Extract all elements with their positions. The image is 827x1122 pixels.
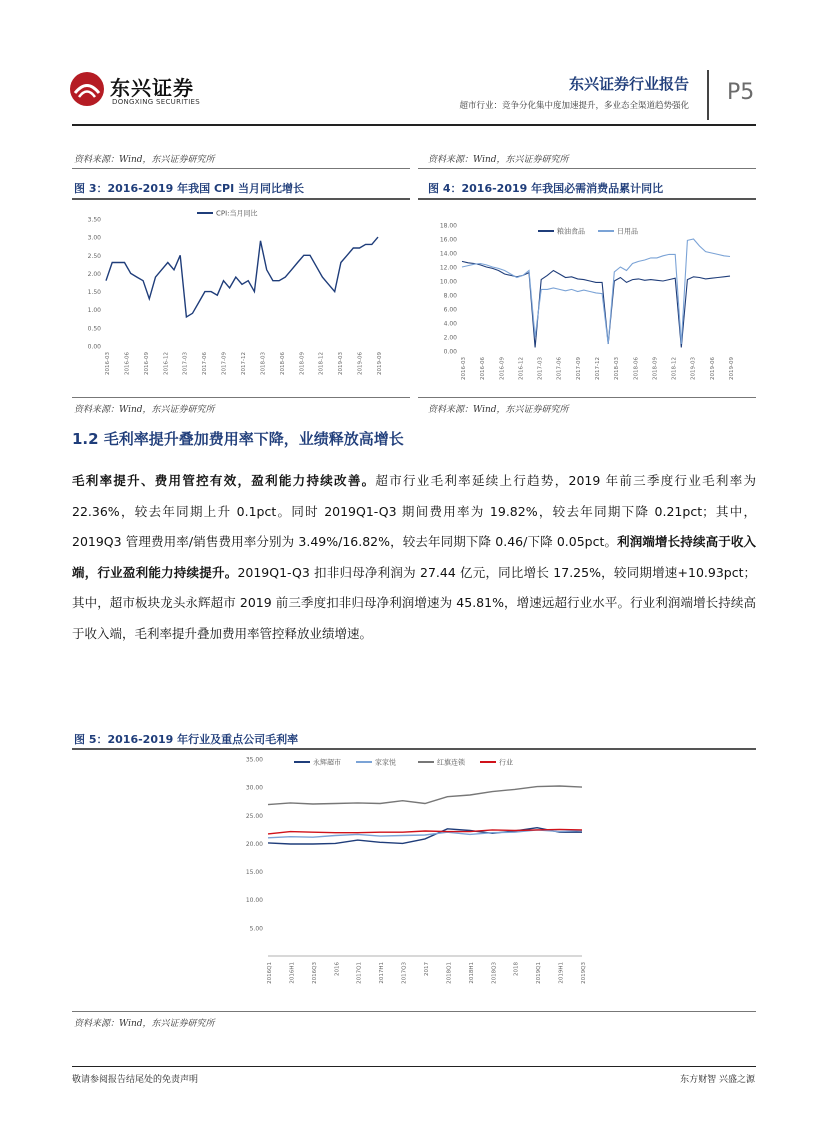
header-divider [707,70,709,120]
fig3-title: 图 3：2016-2019 年我国 CPI 当月同比增长 [74,182,304,195]
x-tick-label: 2017Q3 [401,962,408,984]
legend-label: 粮油食品 [557,227,585,236]
fig5-title: 图 5：2016-2019 年行业及重点公司毛利率 [74,733,299,746]
page-number: P5 [727,80,755,105]
x-tick-label: 2018-09 [299,352,306,375]
paragraph-text-1: 超市行业毛利率延续上行趋势，2019 年前三季度行业毛利率为 22.36%，较去年同期上升 0.1pct。同时 2019Q1-Q3 期间费用率为 19.82%，较去年同期下降 0.21pct；其中，2019Q3 管理费用率/销售费用率分别为 3.49%/16.82%，较去年同期下降 0.46/下降 0.05pct。 [72,473,756,549]
x-tick-label: 2018 [513,962,520,976]
y-tick-label: 25.00 [245,812,263,820]
report-subtitle: 超市行业：竞争分化集中度加速提升，多业态全渠道趋势强化 [459,101,689,111]
y-tick-label: 10.00 [439,278,457,286]
fig5-chart [72,751,756,1009]
bold-lead-2: 利润端增长持续高于收入端，行业盈利能力持续提升。 [72,534,756,580]
y-tick-label: 6.00 [443,306,457,314]
y-tick-label: 3.00 [87,234,101,242]
x-tick-label: 2019-03 [338,352,345,375]
x-tick-label: 2018-12 [671,357,678,380]
fig5-title-rule [72,748,756,750]
rule [72,397,410,398]
x-tick-label: 2017-03 [182,352,189,375]
x-tick-label: 2019-06 [357,352,364,375]
fig4-title-rule [418,198,756,200]
legend-label: 行业 [499,758,513,767]
x-tick-label: 2016Q3 [311,962,318,984]
y-tick-label: 1.00 [87,307,101,315]
y-tick-label: 15.00 [245,869,263,877]
section-heading: 1.2 毛利率提升叠加费用率下降，业绩释放高增长 [72,430,404,448]
y-tick-label: 0.00 [87,343,101,351]
x-tick-label: 2017-12 [241,352,247,375]
x-tick-label: 2018-09 [652,357,659,380]
top-source-right: 资料来源：Wind，东兴证券研究所 [428,155,569,165]
x-tick-label: 2016-09 [499,357,506,380]
rule [72,1011,756,1012]
y-tick-label: 12.00 [439,264,457,272]
y-tick-label: 2.00 [87,270,101,278]
x-tick-label: 2019Q1 [536,962,543,984]
x-tick-label: 2018Q1 [446,962,453,984]
x-tick-label: 2016-06 [124,352,131,375]
x-tick-label: 2019-09 [729,357,735,380]
y-tick-label: 4.00 [443,320,457,328]
fig3-source: 资料来源：Wind，东兴证券研究所 [74,405,215,415]
y-tick-label: 8.00 [443,292,457,300]
x-tick-label: 2016-12 [163,352,170,375]
fig4-source: 资料来源：Wind，东兴证券研究所 [428,405,569,415]
x-tick-label: 2019-09 [377,352,383,375]
y-tick-label: 14.00 [439,250,457,258]
rule [418,397,756,398]
x-tick-label: 2017-06 [202,352,209,375]
y-tick-label: 0.50 [87,325,101,333]
x-tick-label: 2018-03 [614,357,621,380]
x-tick-label: 2017-09 [221,352,228,375]
footer-rule [72,1066,756,1067]
legend-label: 红旗连锁 [437,758,465,767]
company-logo-icon [70,72,104,106]
series-line-行业 [268,829,582,834]
top-source-left: 资料来源：Wind，东兴证券研究所 [74,155,215,165]
body-paragraph [72,466,756,649]
x-tick-label: 2019-06 [709,357,716,380]
y-tick-label: 3.50 [87,216,101,224]
bold-lead-1: 毛利率提升、费用管控有效，盈利能力持续改善。 [72,473,376,488]
y-tick-label: 20.00 [245,840,263,848]
fig3-chart [72,201,410,395]
y-tick-label: 2.00 [443,334,457,342]
x-tick-label: 2017H1 [379,962,386,984]
logo-chinese-name: 东兴证券 [110,76,194,100]
x-tick-label: 2018-03 [260,352,267,375]
x-tick-label: 2019Q3 [581,962,587,984]
x-tick-label: 2018-12 [318,352,325,375]
x-tick-label: 2018-06 [279,352,286,375]
x-tick-label: 2016-03 [105,352,111,375]
x-tick-label: 2016-09 [143,352,150,375]
legend-label: 永辉超市 [313,758,341,767]
legend-label: CPI:当月同比 [216,209,258,218]
x-tick-label: 2016-12 [518,357,525,380]
series-line-粮油食品 [462,261,730,347]
logo-english-name: DONGXING SECURITIES [112,98,201,106]
y-tick-label: 2.50 [87,252,101,260]
x-tick-label: 2017-03 [537,357,544,380]
x-tick-label: 2018H1 [468,962,475,984]
footer-slogan: 东方财智 兴盛之源 [680,1075,755,1085]
x-tick-label: 2016-06 [480,357,487,380]
rule [72,168,410,169]
fig5-source: 资料来源：Wind，东兴证券研究所 [74,1019,215,1029]
series-line-CPI:当月同比 [106,237,378,317]
x-tick-label: 2016-03 [461,357,467,380]
series-line-日用品 [462,239,730,344]
x-tick-label: 2019-03 [690,357,697,380]
x-tick-label: 2017-09 [575,357,582,380]
y-tick-label: 30.00 [245,784,263,792]
fig4-chart [418,201,756,395]
header-rule [72,124,756,126]
x-tick-label: 2017-06 [556,357,563,380]
legend-label: 日用品 [617,227,638,236]
legend-label: 家家悦 [375,758,396,767]
fig3-title-rule [72,198,410,200]
y-tick-label: 1.50 [87,289,101,297]
report-title: 东兴证券行业报告 [568,75,689,93]
paragraph-text-2: 2019Q1-Q3 扣非归母净利润为 27.44 亿元，同比增长 17.25%，较同期增速+10.93pct；其中，超市板块龙头永辉超市 2019 前三季度扣非归母净利润增速为 45.81%，增速远超行业水平。行业利润端增长持续高于收入端，毛利率提升叠加费用率管控释放业绩增速。 [72,564,757,641]
y-tick-label: 0.00 [443,348,457,356]
rule [418,168,756,169]
y-tick-label: 5.00 [249,925,263,933]
y-tick-label: 35.00 [245,756,263,764]
y-tick-label: 18.00 [439,222,457,230]
x-tick-label: 2018-06 [633,357,640,380]
y-tick-label: 16.00 [439,236,457,244]
x-tick-label: 2017 [424,962,430,976]
x-tick-label: 2016Q1 [267,962,273,984]
y-tick-label: 10.00 [245,897,263,905]
x-tick-label: 2018Q3 [491,962,498,984]
x-tick-label: 2016H1 [289,962,296,984]
footer-disclaimer: 敬请参阅报告结尾处的免责声明 [72,1075,199,1085]
series-line-红旗连锁 [268,786,582,805]
x-tick-label: 2019H1 [558,962,565,984]
fig4-title: 图 4：2016-2019 年我国必需消费品累计同比 [428,182,664,195]
x-tick-label: 2016 [334,962,341,976]
x-tick-label: 2017Q1 [356,962,363,984]
x-tick-label: 2017-12 [595,357,601,380]
